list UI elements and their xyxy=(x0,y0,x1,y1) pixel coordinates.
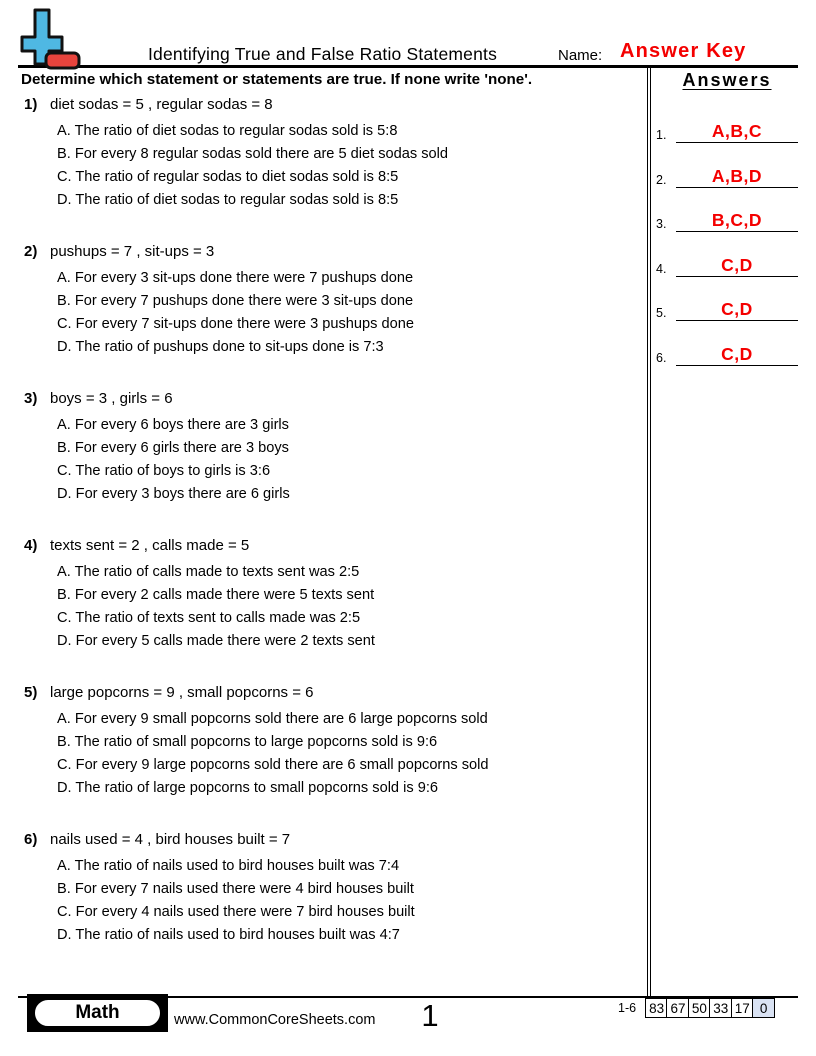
answer-number: 3. xyxy=(656,217,667,231)
answer-blank xyxy=(676,210,798,232)
option-statement: A. The ratio of nails used to bird houses built was 7:4 xyxy=(57,858,400,874)
answer-entry xyxy=(656,246,798,277)
option-statement: A. For every 3 sit-ups done there were 7 pushups done xyxy=(57,270,414,286)
option-list xyxy=(57,120,636,212)
question-number: 5) xyxy=(24,684,38,701)
answer-entry xyxy=(656,112,798,143)
name-label: Name: xyxy=(558,47,603,64)
answer-value: C,D xyxy=(721,343,753,364)
answer-blank xyxy=(676,166,798,188)
question-statement: diet sodas = 5 , regular sodas = 8 xyxy=(50,96,273,113)
score-cells xyxy=(645,998,775,1018)
question-head xyxy=(24,389,636,408)
option-statement: B. For every 7 pushups done there were 3 sit-ups done xyxy=(57,293,414,309)
answer-value: A,B,C xyxy=(711,121,763,141)
header-divider xyxy=(18,65,798,68)
option-statement: C. The ratio of regular sodas to diet sodas sold is 8:5 xyxy=(57,169,399,185)
question-block xyxy=(24,830,636,947)
option-statement: C. The ratio of texts sent to calls made was 2:5 xyxy=(57,610,361,626)
answer-number: 6. xyxy=(656,350,667,365)
question-statement: pushups = 7 , sit-ups = 3 xyxy=(50,243,215,260)
question-block xyxy=(24,242,636,359)
question-number: 2) xyxy=(24,243,38,260)
score-cell: 50 xyxy=(688,998,711,1018)
question-head xyxy=(24,95,636,114)
score-cell: 67 xyxy=(666,998,689,1018)
question-number: 3) xyxy=(24,390,38,407)
question-number: 1) xyxy=(24,96,38,113)
question-statement: boys = 3 , girls = 6 xyxy=(50,390,173,407)
question-head xyxy=(24,242,636,261)
website-text: www.CommonCoreSheets.com xyxy=(174,1012,376,1028)
question-block xyxy=(24,95,636,212)
answer-blank xyxy=(676,299,798,321)
option-list xyxy=(57,561,636,653)
option-statement: B. For every 7 nails used there were 4 bird houses built xyxy=(57,881,414,897)
question-statement: large popcorns = 9 , small popcorns = 6 xyxy=(50,684,314,701)
score-cell: 17 xyxy=(731,998,754,1018)
answer-number: 4. xyxy=(656,261,667,276)
question-number: 4) xyxy=(24,537,38,554)
option-list xyxy=(57,414,636,506)
option-statement: A. For every 9 small popcorns sold there are 6 large popcorns sold xyxy=(57,711,488,727)
question-head xyxy=(24,830,636,849)
option-list xyxy=(57,708,636,800)
option-statement: B. The ratio of small popcorns to large popcorns sold is 9:6 xyxy=(57,734,438,750)
plus-minus-logo xyxy=(14,6,98,70)
question-number: 6) xyxy=(24,831,38,848)
answer-value: B,C,D xyxy=(711,210,763,230)
answer-blank xyxy=(676,255,798,277)
questions-list xyxy=(24,95,636,977)
question-block xyxy=(24,389,636,506)
answer-value: C,D xyxy=(721,299,753,319)
option-statement: D. The ratio of large popcorns to small popcorns sold is 9:6 xyxy=(57,780,438,796)
answers-panel xyxy=(656,70,798,379)
answers-heading: Answers xyxy=(682,70,772,90)
answer-value: A,B,D xyxy=(711,165,763,186)
answer-number: 5. xyxy=(656,306,667,320)
option-statement: A. The ratio of calls made to texts sent was 2:5 xyxy=(57,564,360,580)
subject-badge xyxy=(27,994,168,1032)
answer-entry xyxy=(656,335,798,366)
answer-blank xyxy=(676,344,798,366)
answer-entry xyxy=(656,157,798,188)
question-block xyxy=(24,683,636,800)
answer-entries xyxy=(656,112,798,366)
question-head xyxy=(24,536,636,555)
instruction-text: Determine which statement or statements are true. If none write 'none'. xyxy=(21,71,533,88)
minus-icon xyxy=(46,53,79,68)
option-statement: D. The ratio of nails used to bird houses built was 4:7 xyxy=(57,927,400,943)
page-number: 1 xyxy=(421,998,439,1033)
answers-divider xyxy=(647,67,651,997)
score-cell: 33 xyxy=(709,998,732,1018)
answer-entry xyxy=(656,290,798,321)
answer-entry xyxy=(656,201,798,232)
question-statement: nails used = 4 , bird houses built = 7 xyxy=(50,831,291,848)
worksheet-title: Identifying True and False Ratio Statements xyxy=(148,44,498,64)
option-statement: C. For every 4 nails used there were 7 bird houses built xyxy=(57,904,415,920)
score-strip xyxy=(618,998,775,1018)
option-statement: B. For every 2 calls made there were 5 texts sent xyxy=(57,587,375,603)
option-statement: D. For every 5 calls made there were 2 texts sent xyxy=(57,633,375,649)
answer-blank xyxy=(676,121,798,143)
option-statement: A. For every 6 boys there are 3 girls xyxy=(57,417,289,433)
question-block xyxy=(24,536,636,653)
subject-badge-label: Math xyxy=(33,998,162,1028)
option-statement: C. The ratio of boys to girls is 3:6 xyxy=(57,463,271,479)
option-list xyxy=(57,855,636,947)
option-list xyxy=(57,267,636,359)
answer-value: C,D xyxy=(721,254,753,275)
option-statement: B. For every 8 regular sodas sold there are 5 diet sodas sold xyxy=(57,146,448,162)
question-head xyxy=(24,683,636,702)
question-statement: texts sent = 2 , calls made = 5 xyxy=(50,537,250,554)
answer-number: 2. xyxy=(656,172,667,187)
answer-number: 1. xyxy=(656,128,667,142)
option-statement: A. The ratio of diet sodas to regular sodas sold is 5:8 xyxy=(57,123,398,139)
option-statement: D. The ratio of diet sodas to regular sodas sold is 8:5 xyxy=(57,192,399,208)
option-statement: D. For every 3 boys there are 6 girls xyxy=(57,486,290,502)
score-range-label: 1-6 xyxy=(618,1001,637,1015)
option-statement: C. For every 7 sit-ups done there were 3 pushups done xyxy=(57,316,414,332)
name-value: Answer Key xyxy=(620,40,747,62)
score-cell: 83 xyxy=(645,998,668,1018)
option-statement: D. The ratio of pushups done to sit-ups done is 7:3 xyxy=(57,339,384,355)
option-statement: C. For every 9 large popcorns sold there are 6 small popcorns sold xyxy=(57,757,489,773)
score-cell: 0 xyxy=(752,998,775,1018)
option-statement: B. For every 6 girls there are 3 boys xyxy=(57,440,289,456)
